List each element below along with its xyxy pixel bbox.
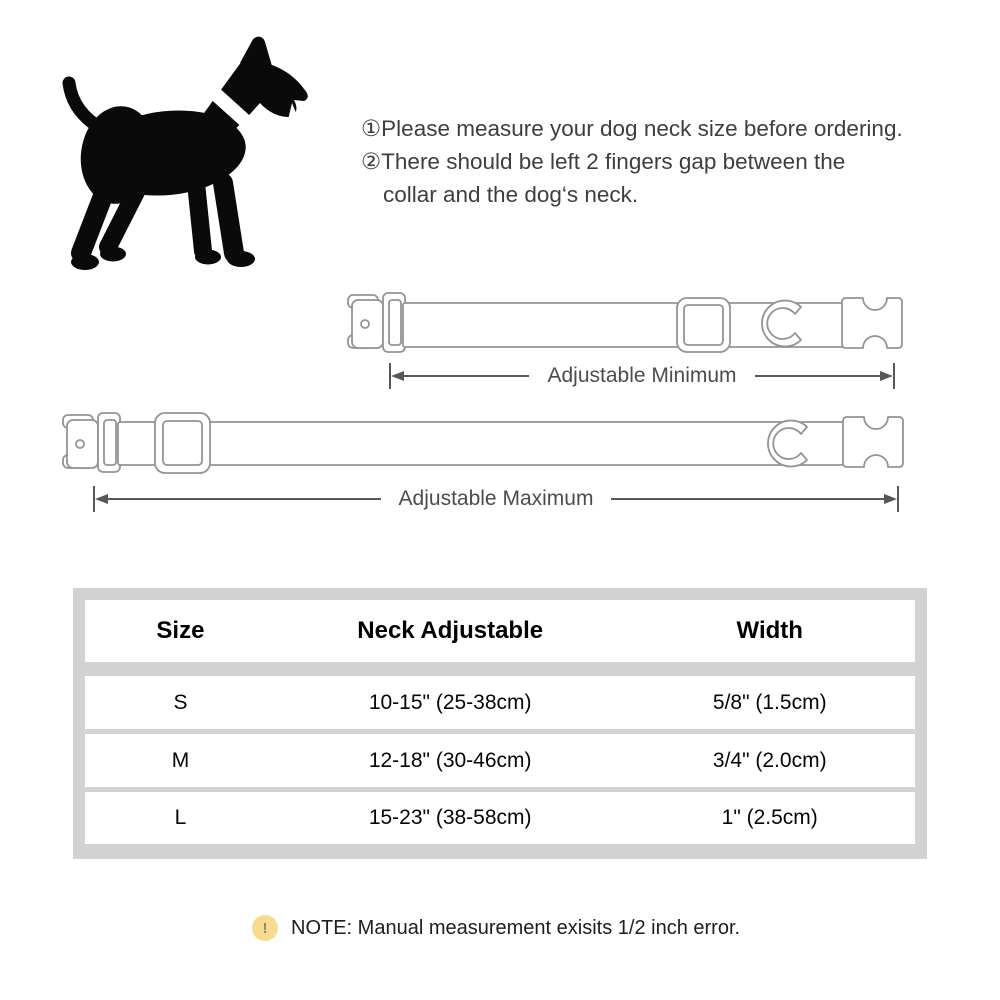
cell-size: M	[171, 748, 190, 772]
dimension-line	[108, 498, 381, 500]
dimension-line	[611, 498, 884, 500]
table-row-l	[85, 792, 915, 844]
instruction-line-2: ②There should be left 2 fingers gap between the	[361, 149, 846, 174]
header-width: Width	[736, 617, 803, 644]
dimension-line	[404, 375, 529, 377]
arrowhead-right-icon	[880, 371, 893, 381]
cell-size: S	[173, 690, 188, 714]
exclamation-circle-icon: !	[252, 915, 278, 941]
adjustable-maximum-dimension	[93, 485, 899, 513]
buckle-male-icon	[63, 413, 120, 472]
collar-minimum-diagram	[345, 283, 915, 358]
cell-neck: 15-23" (38-58cm)	[368, 806, 532, 829]
dog-front-leg-forward	[223, 183, 234, 253]
header-size: Size	[156, 617, 205, 644]
table-row-m	[85, 734, 915, 787]
arrowhead-left-icon	[391, 371, 404, 381]
header-neck-adjustable: Neck Adjustable	[357, 617, 544, 644]
dimension-line	[755, 375, 880, 377]
collar-maximum-diagram	[60, 402, 915, 480]
adjustable-minimum-label: Adjustable Minimum	[547, 364, 737, 387]
arrowhead-left-icon	[95, 494, 108, 504]
dog-ear	[240, 37, 272, 66]
dimension-end-bar	[897, 486, 899, 512]
cell-neck: 10-15" (25-38cm)	[368, 690, 532, 714]
cell-width: 1" (2.5cm)	[721, 806, 818, 829]
dog-front-foot-forward	[227, 251, 255, 267]
measurement-note	[252, 915, 740, 941]
adjustable-minimum-dimension	[389, 362, 895, 390]
cell-neck: 12-18" (30-46cm)	[368, 748, 532, 772]
tri-glide-slider-icon	[155, 413, 210, 473]
dog-hind-foot-inner	[100, 247, 126, 262]
instruction-line-1: ①Please measure your dog neck size before ordering.	[361, 116, 903, 141]
cell-width: 3/4" (2.0cm)	[712, 748, 827, 772]
arrowhead-right-icon	[884, 494, 897, 504]
tri-glide-slider-icon	[677, 298, 730, 352]
dimension-end-bar	[893, 363, 895, 389]
adjustable-maximum-label: Adjustable Maximum	[398, 487, 594, 510]
size-table-header	[85, 600, 915, 662]
size-table	[73, 588, 927, 859]
dog-hind-foot-outer	[71, 254, 99, 270]
dog-front-leg-back	[196, 183, 203, 251]
cell-width: 5/8" (1.5cm)	[712, 690, 827, 714]
buckle-female-icon	[842, 298, 902, 348]
instruction-line-3: collar and the dog‘s neck.	[383, 182, 639, 207]
dog-front-foot-back	[195, 250, 221, 265]
buckle-female-icon	[843, 417, 903, 467]
buckle-male-icon	[348, 293, 405, 352]
note-text: NOTE: Manual measurement exisits 1/2 inch error.	[291, 916, 741, 939]
measuring-instructions	[361, 112, 903, 211]
dog-silhouette-icon	[58, 33, 316, 291]
cell-size: L	[174, 806, 187, 829]
table-row-s	[85, 676, 915, 729]
collar-strap	[118, 422, 845, 465]
